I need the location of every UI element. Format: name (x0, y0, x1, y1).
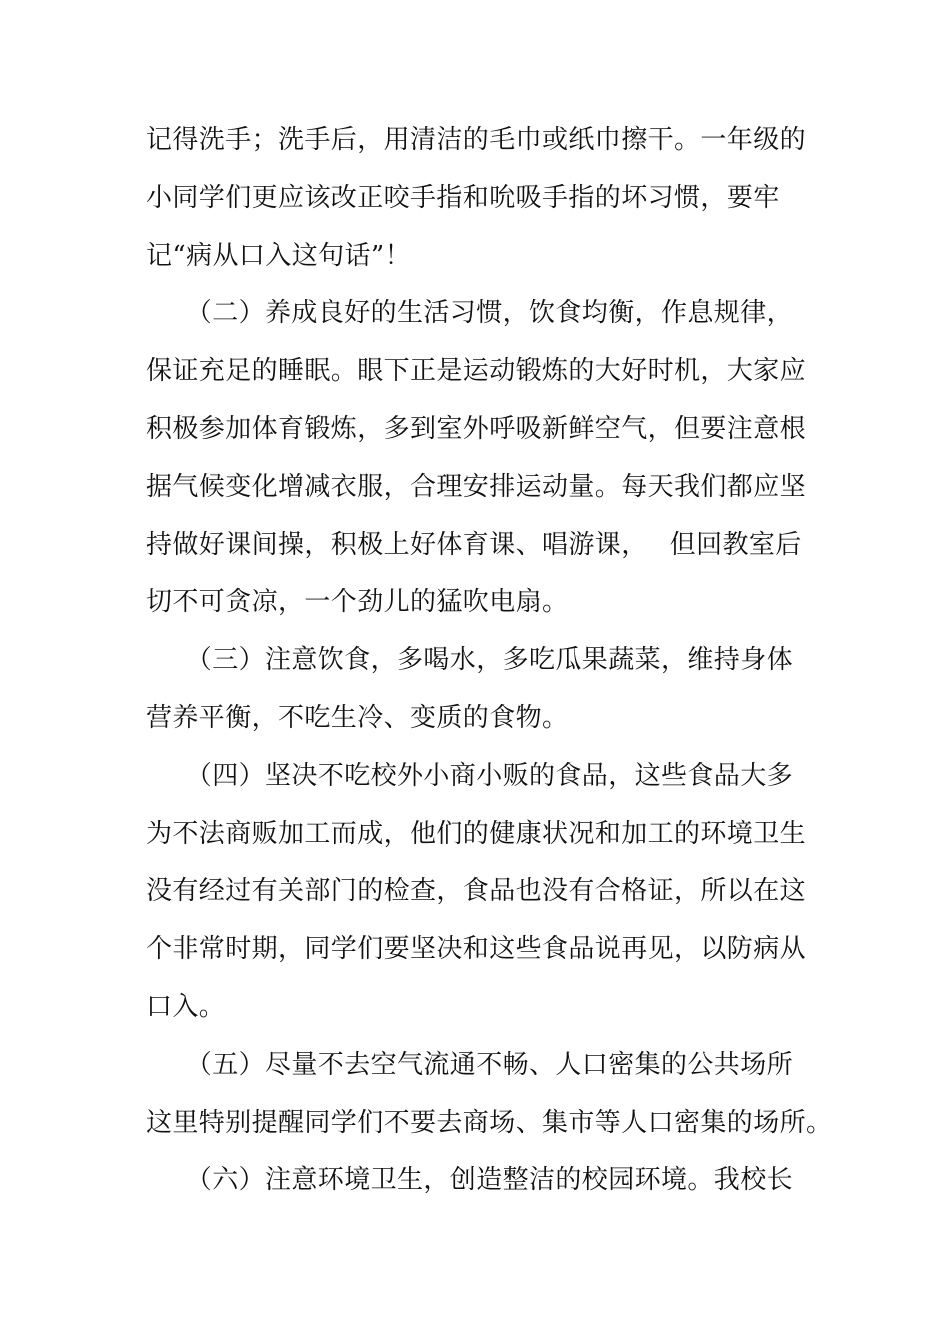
text-line: （二）养成良好的生活习惯，饮食均衡，作息规律， (146, 298, 794, 329)
text-line: 切不可贪凉，一个劲儿的猛吹电扇。 (146, 587, 569, 618)
text-line: 为不法商贩加工而成，他们的健康状况和加工的环境卫生 (146, 818, 807, 849)
text-line: 没有经过有关部门的检查，食品也没有合格证，所以在这 (146, 876, 807, 907)
text-line: （五）尽量不去空气流通不畅、人口密集的公共场所 (146, 1049, 794, 1080)
text-line: 营养平衡，不吃生冷、变质的食物。 (146, 702, 569, 733)
paragraph-5 (146, 1037, 833, 1153)
text-line: 据气候变化增减衣服，合理安排运动量。每天我们都应坚 (146, 471, 807, 502)
text-line: （六）注意环境卫生，创造整洁的校园环境。我校长 (146, 1165, 794, 1196)
paragraph-6 (146, 1152, 826, 1210)
paragraph-2 (146, 285, 826, 632)
paragraph-3 (146, 632, 826, 748)
text-line: 记“病从口入这句话”！ (146, 240, 411, 271)
text-line: 积极参加体育锻炼，多到室外呼吸新鲜空气，但要注意根 (146, 413, 807, 444)
text-line: 个非常时期，同学们要坚决和这些食品说再见，以防病从 (146, 934, 807, 965)
paragraph-4 (146, 748, 826, 1037)
text-line: 保证充足的睡眠。眼下正是运动锻炼的大好时机，大家应 (146, 356, 807, 387)
text-line: 记得洗手；洗手后，用清洁的毛巾或纸巾擦干。一年级的 (146, 125, 807, 155)
text-line: （四）坚决不吃校外小商小贩的食品，这些食品大多 (146, 760, 794, 791)
text-line: （三）注意饮食，多喝水，多吃瓜果蔬菜，维持身体 (146, 645, 794, 676)
text-line: 这里特别提醒同学们不要去商场、集市等人口密集的场所。 (146, 1107, 833, 1138)
document-body (146, 112, 833, 1210)
text-line: 小同学们更应该改正咬手指和吮吸手指的坏习惯，要牢 (146, 182, 780, 213)
text-line: 口入。 (146, 991, 226, 1022)
paragraph-continuation (146, 112, 826, 285)
text-line: 持做好课间操，积极上好体育课、唱游课， 但回教室后 (146, 529, 802, 560)
